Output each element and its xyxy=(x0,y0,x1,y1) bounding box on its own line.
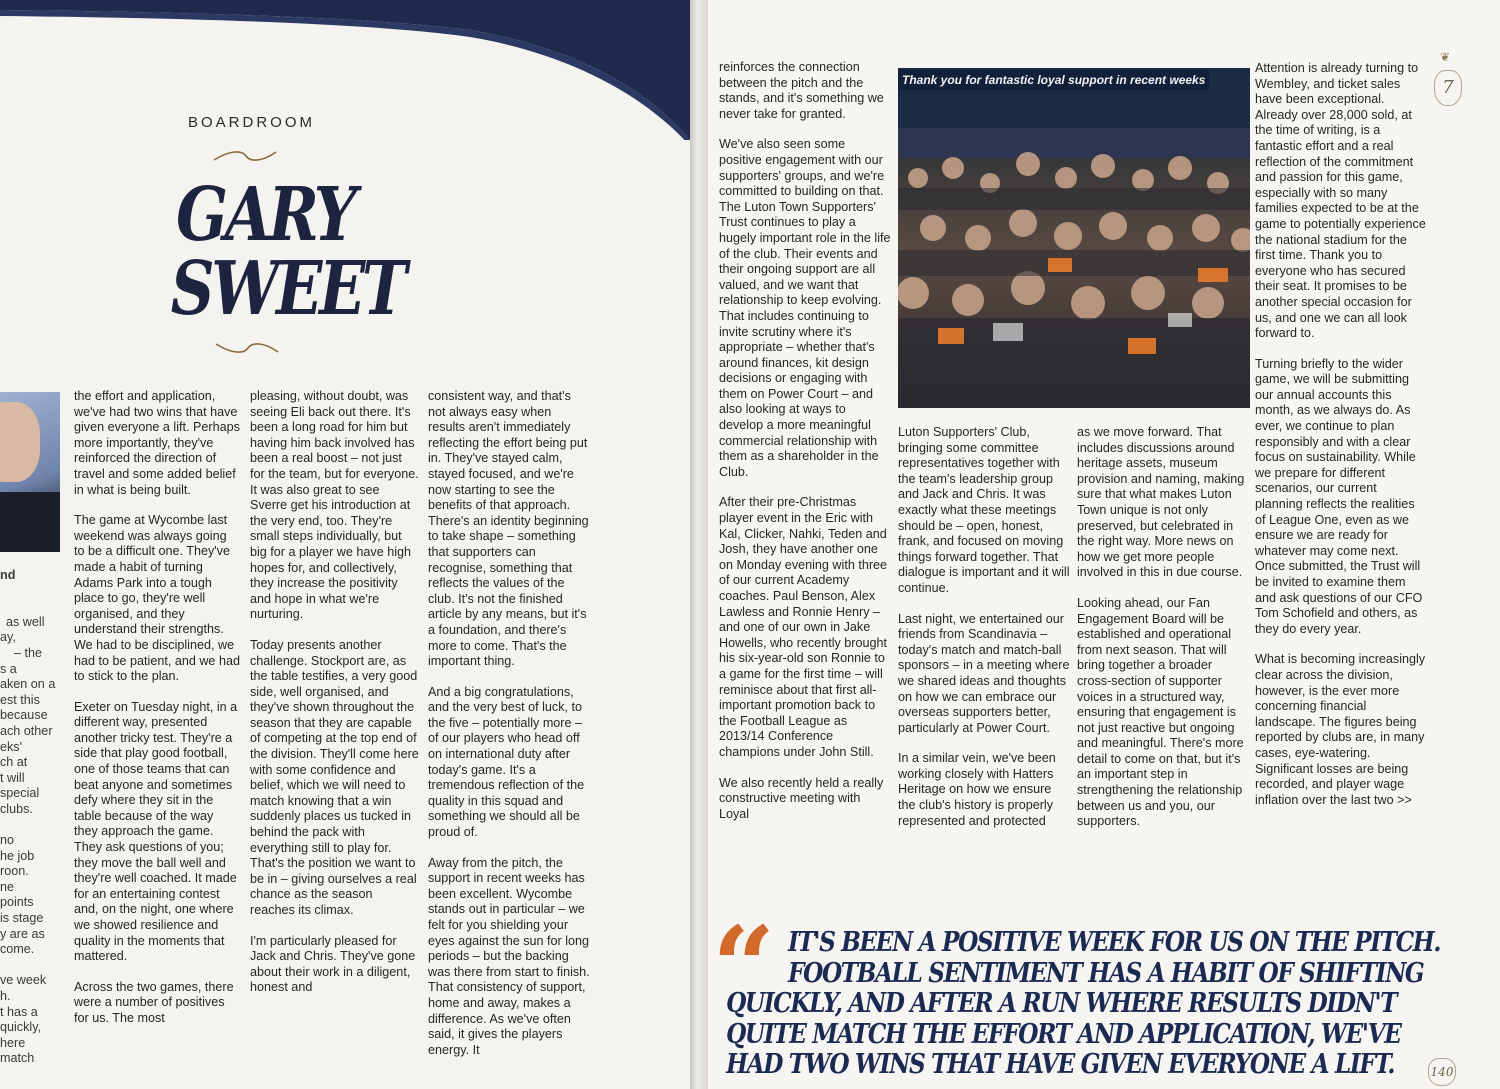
fragment: clubs. xyxy=(0,801,33,816)
swash-top-ornament xyxy=(212,148,278,164)
paragraph: the effort and application, we've had two wins that have given everyone a lift. Perhaps more importantly, they've reinforced the direction of travel and some added belief in what is being built. xyxy=(74,389,240,497)
page-number-ornament-icon: ❦ xyxy=(1440,50,1451,64)
paragraph: consistent way, and that's not always easy when results aren't immediately reflecting the effort being put in. They've stayed calm, stayed focused, and we're now starting to see the benefits of that approach. There's an identity beginning to take shape – something that supporters can recognise, something that reflects the values of the club. It's not the finished article by any means, but it's a foundation, and there's more to come. That's the important thing. xyxy=(428,389,589,669)
section-label: BOARDROOM xyxy=(188,114,316,131)
navy-wave-band xyxy=(0,0,690,140)
fragment: est this xyxy=(0,692,40,707)
pull-quote-line: HAD TWO WINS THAT HAVE GIVEN EVERYONE A LIFT. xyxy=(726,1049,1395,1080)
article-column-4 xyxy=(719,60,891,837)
portrait-suit xyxy=(0,492,60,552)
fragment xyxy=(0,584,66,600)
swash-bottom-ornament xyxy=(214,340,280,356)
fragment: match xyxy=(0,1051,35,1066)
pull-quote-mark: “ xyxy=(712,902,776,1031)
fragment: quickly, xyxy=(0,1020,42,1035)
fragment: – the xyxy=(14,645,43,660)
fragment: come. xyxy=(0,942,35,957)
article-column-1 xyxy=(74,389,240,1042)
fragment: no xyxy=(0,833,15,848)
fragment: points xyxy=(0,895,34,910)
cropped-column-fragments xyxy=(0,568,66,1067)
fragment: is stage xyxy=(0,911,44,926)
portrait-face xyxy=(0,402,40,482)
crowd-illustration xyxy=(898,68,1250,408)
supporters-photo xyxy=(898,68,1250,408)
paragraph: We've also seen some positive engagement with our supporters' groups, and we're committed to building on that. The Luton Town Supporters' Trust continues to play a hugely important role in the life of the club. Their events and their ongoing support are all valued, and we want that relationship to keep evolving. That includes continuing to invite scrutiny where it's appropriate – whether that's around finances, kit design decisions or engaging with them on Power Court – and also looking at ways to develop a more meaningful commercial relationship with them as a shareholder in the Club. xyxy=(719,137,891,479)
paragraph: Turning briefly to the wider game, we will be submitting our annual accounts this month, as we always do. As ever, we continue to plan responsibly and with a clear focus on sustainability. While we prepare for different scenarios, our current planning reflects the realities of League One, even as we ensure we are ready for whatever may come next. Once submitted, the Trust will be invited to examine them and ask questions of our CFO Tom Schofield and others, as they do every year. xyxy=(1255,356,1423,636)
photo-caption: Thank you for fantastic loyal support in recent weeks xyxy=(898,70,1209,90)
author-portrait-image xyxy=(0,392,60,552)
paragraph: Last night, we entertained our friends from Scandinavia – today's match and match-ball sponsors – in a meeting where we shared ideas and thoughts on how we can embrace our overseas supporters better, particularly at Power Court. xyxy=(898,611,1070,735)
headline xyxy=(170,172,404,332)
paragraph: I'm particularly pleased for Jack and Chris. They've gone about their work in a diligent, honest and xyxy=(250,933,416,995)
headline-line-2: SWEET xyxy=(170,246,404,332)
paragraph: Away from the pitch, the support in recent weeks has been excellent. Wycombe stands out in particular – we felt for you shielding your eyes against the sun for long periods – but the backing was there from start to finish. That consistency of support, home and away, makes a difference. As we've often said, it gives the players energy. It xyxy=(428,855,590,1057)
fragment: nd xyxy=(0,568,16,582)
fragment xyxy=(0,818,66,834)
left-page xyxy=(0,0,690,1089)
fragment xyxy=(0,599,66,615)
fragment: as well xyxy=(6,614,45,629)
fragment: t will xyxy=(0,770,25,785)
fragment: ve week xyxy=(0,973,47,988)
fragment: ach other xyxy=(0,723,53,738)
fragment: special xyxy=(0,786,40,801)
paragraph: Luton Supporters' Club, bringing some committee representatives together with the team's leadership group and Jack and Chris. It was exactly what these meetings should be – open, honest, frank, and focused on moving things forward together. That dialogue is important and it will continue. xyxy=(898,425,1070,595)
fragment: t has a xyxy=(0,1004,38,1019)
article-column-3 xyxy=(428,389,590,1073)
pull-quote-line: IT'S BEEN A POSITIVE WEEK FOR US ON THE PITCH. xyxy=(788,927,1441,958)
paragraph: What is becoming increasingly clear across the division, however, is the ever more concerning financial landscape. The figures being reported by clubs are, in many cases, eye-watering. Significant losses are being recorded, and player wage inflation over the last two >> xyxy=(1255,652,1426,807)
page-number-top: 7 xyxy=(1434,70,1462,106)
pull-quote-line: QUICKLY, AND AFTER A RUN WHERE RESULTS DIDN'T xyxy=(726,988,1397,1019)
paragraph: Exeter on Tuesday night, in a different way, presented another tricky test. They're a side that play good football, one of those teams that can beat anyone and sometimes defy where they sit in the table because of the way they approach the game. They ask questions of you; they move the ball well and they're well coached. It made for an entertaining contest and, on the night, one where we showed resilience and quality in the moments that mattered. xyxy=(74,699,238,964)
fragment: he job xyxy=(0,848,35,863)
fragment: aken on a xyxy=(0,677,56,692)
fragment: roon. xyxy=(0,864,29,879)
paragraph: We also recently held a really constructive meeting with Loyal xyxy=(719,775,884,821)
paragraph: Attention is already turning to Wembley, and ticket sales have been exceptional. Already over 28,000 sold, at the time of writing, is a fantastic effort and a real reflection of the commitment and passion for this game, especially with so many families expected to be at the game to potentially experience the national stadium for the first time. Thank you to everyone who has secured their seat. It promises to be another special occasion for us, and one we can all look forward to. xyxy=(1255,61,1426,341)
article-column-5 xyxy=(898,425,1070,844)
paragraph: In a similar vein, we've been working closely with Hatters Heritage on how we ensure the club's history is properly represented and protected xyxy=(898,751,1056,828)
fragment: eks' xyxy=(0,739,23,754)
fragment: because xyxy=(0,708,48,723)
headline-line-1: GARY xyxy=(176,172,354,258)
paragraph: pleasing, without doubt, was seeing Eli back out there. It's been a long road for him but having him back involved has been a real boost – not just for the team, but for everyone. It was also great to see Sverre get his introduction at the very end, too. They're small steps individually, but big for a player we have high hopes for, and collectively, they increase the positivity and hope in what we're nurturing. xyxy=(250,389,419,622)
fragment: ne xyxy=(0,879,15,894)
paragraph: After their pre-Christmas player event in the Eric with Kal, Clicker, Nahki, Teden and Josh, they have another one on Monday evening with three of our current Academy coaches. Paul Benson, Alex Lawless and Ronnie Henry – and one of our own in Jake Howells, who recently brought his six-year-old son Ronnie to a game for the first time – will reminisce about that first all-important promotion back to the Football League as 2013/14 Conference champions under John Still. xyxy=(719,495,888,759)
article-column-2 xyxy=(250,389,420,1011)
fragment: h. xyxy=(0,989,11,1004)
fragment: s a xyxy=(0,661,17,676)
pull-quote-line: FOOTBALL SENTIMENT HAS A HABIT OF SHIFTING xyxy=(788,957,1424,989)
paragraph: reinforces the connection between the pitch and the stands, and it's something we never take for granted. xyxy=(719,60,884,121)
paragraph: The game at Wycombe last weekend was always going to be a difficult one. They've made a habit of turning Adams Park into a tough place to go, they're well organised, and they understand their strengths. We had to be disciplined, we had to be patient, and we had to stick to the plan. xyxy=(74,513,240,684)
fragment: y are as xyxy=(0,926,45,941)
fragment xyxy=(0,958,66,974)
paragraph: Across the two games, there were a number of positives for us. The most xyxy=(74,979,234,1025)
fragment: ch at xyxy=(0,755,28,770)
pull-quote-line: QUITE MATCH THE EFFORT AND APPLICATION, WE'VE xyxy=(726,1018,1401,1050)
page-number-bottom: 140 xyxy=(1428,1058,1456,1086)
paragraph: as we move forward. That includes discussions around heritage assets, museum provision and naming, making sure that what makes Luton Town unique is not only preserved, but celebrated in the right way. More news on how we get more people involved in this in due course. xyxy=(1077,425,1245,580)
paragraph: And a big congratulations, and the very best of luck, to the five – potentially more – of our players who head off on international duty after today's game. It's a tremendous reflection of the quality in this squad and something we should all be proud of. xyxy=(428,684,585,840)
right-page xyxy=(708,0,1500,1089)
article-column-7 xyxy=(1255,61,1427,823)
article-column-6 xyxy=(1077,425,1249,845)
paragraph: Looking ahead, our Fan Engagement Board will be established and operational from next season. That will bring together a broader cross-section of supporter voices in a structured way, ensuring that engagement is not just reactive but ongoing and meaningful. There's more detail to come on that, but it's an important step in strengthening the relationship between us and you, our supporters. xyxy=(1077,595,1244,829)
magazine-gutter xyxy=(690,0,708,1089)
paragraph: Today presents another challenge. Stockport are, as the table testifies, a very good side, well organised, and they've shown throughout the season that they are capable of competing at the top end of the division. They'll come here with some confidence and belief, which we will need to match knowing that a win suddenly places us tucked in behind the pack with everything still to play for. That's the position we want to be in – giving ourselves a real chance as the season reaches its climax. xyxy=(250,637,419,917)
pull-quote xyxy=(726,927,1441,1081)
fragment: ay, xyxy=(0,630,16,645)
fragment: here xyxy=(0,1035,26,1050)
